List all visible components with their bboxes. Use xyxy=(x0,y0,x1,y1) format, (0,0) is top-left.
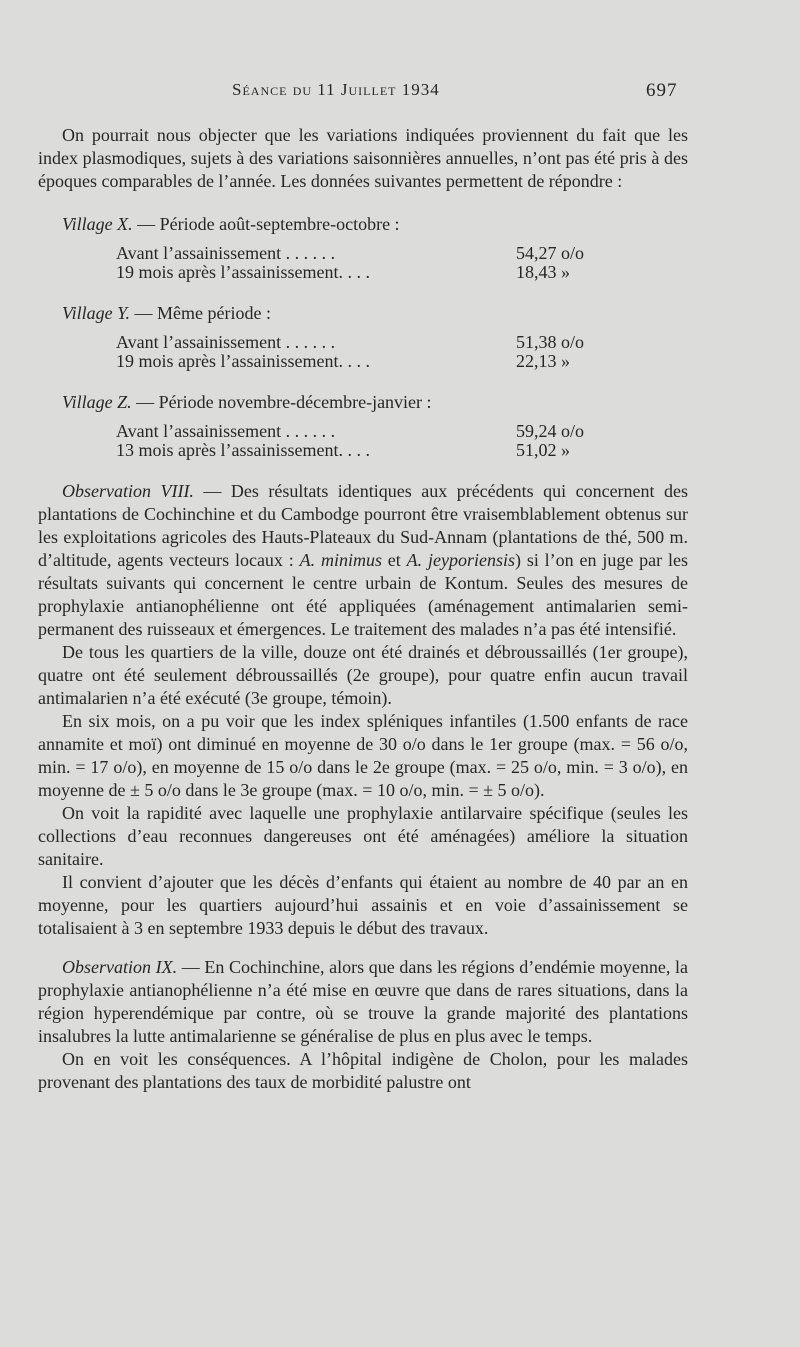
observation-viii xyxy=(38,480,688,940)
row-label: Avant l’assainissement . . . . . . xyxy=(116,421,336,441)
row-value: 51,38 o/o xyxy=(516,332,585,352)
table-row xyxy=(116,422,626,441)
header-title: Séance du 11 Juillet 1934 xyxy=(232,80,440,99)
row-label: 19 mois après l’assainissement. . . . xyxy=(116,262,370,282)
row-value: 51,02 » xyxy=(516,440,570,460)
obs9-paragraph-1 xyxy=(38,956,688,1048)
running-header xyxy=(0,80,800,110)
obs8-text-a: — Des résultats identiques aux précédents qui concernent des plantations de Cochinchine et du Cambodge pourront être vraisemblablement obtenus sur les exploitations agricoles des Hauts-Plateaux du Sud-Annam (plantations de thé, 500 m. d’altitude, agents vecteurs locaux : xyxy=(38,481,689,570)
table-row xyxy=(116,244,626,263)
table-row xyxy=(116,352,626,371)
table-row xyxy=(116,441,626,460)
obs9-paragraph-2: On en voit les conséquences. A l’hôpital indigène de Cholon, pour les malades provenant des plantations des taux de morbidité palustre ont xyxy=(38,1049,688,1092)
village-x-table xyxy=(116,244,626,282)
obs9-title: Observation IX. xyxy=(62,957,178,977)
obs8-title: Observation VIII. xyxy=(62,481,194,501)
village-x-heading xyxy=(38,213,688,236)
table-row xyxy=(116,263,626,282)
village-x-name: Village X. xyxy=(62,214,133,234)
obs8-paragraph-3: En six mois, on a pu voir que les index spléniques infantiles (1.500 enfants de race annamite et moï) ont diminué en moyenne de 30 o/o dans le 1er groupe (max. = 56 o/o, min. = 17 o/o), en moyenne de 15 o/o dans le 2e groupe (max. = 25 o/o, min. = 3 o/o), en moyenne de ± 5 o/o dans le 3e groupe (max. = 10 o/o, min. = ± 5 o/o). xyxy=(38,711,688,800)
obs8-paragraph-4: On voit la rapidité avec laquelle une prophylaxie antilarvaire spécifique (seules les collections d’eau reconnues dangereuses ont été aménagées) améliore la situation sanitaire. xyxy=(38,803,688,869)
intro-paragraph: On pourrait nous objecter que les variations indiquées proviennent du fait que les index plasmodiques, sujets à des variations saisonnières annuelles, n’ont pas été pris à des époques comparables de l’année. Les données suivantes permettent de répondre : xyxy=(38,125,688,191)
row-label: 13 mois après l’assainissement. . . . xyxy=(116,440,370,460)
village-y-block xyxy=(38,302,688,371)
village-z-table xyxy=(116,422,626,460)
village-z-period: — Période novembre-décembre-janvier : xyxy=(131,392,432,412)
row-label: Avant l’assainissement . . . . . . xyxy=(116,243,336,263)
species-minimus: A. minimus xyxy=(299,550,382,570)
obs9-text: — En Cochinchine, alors que dans les régions d’endémie moyenne, la prophylaxie antianophélienne n’a été mise en œuvre que dans de rares situations, dans la région hyperendémique par contre, où se trouve la grande majorité des plantations insalubres la lutte antimalarienne se généralise de plus en plus avec le temps. xyxy=(38,957,688,1046)
village-x-period: — Période août-septembre-octobre : xyxy=(132,214,400,234)
village-y-table xyxy=(116,333,626,371)
page-number: 697 xyxy=(646,80,678,101)
obs8-text-c: ) si l’on en juge par les résultats suivants qui concernent le centre urbain de Kontum. Seules des mesures de prophylaxie antianophélienne ont été appliquées (aménagement antimalarien semi-permanent des ruisseaux et émergences. Le traitement des malades n’a pas été intensifié. xyxy=(38,550,688,639)
row-label: 19 mois après l’assainissement. . . . xyxy=(116,351,370,371)
row-value: 22,13 » xyxy=(516,351,570,371)
village-x-block xyxy=(38,213,688,282)
row-value: 59,24 o/o xyxy=(516,421,585,441)
species-jeyporiensis: A. jeyporiensis xyxy=(406,550,515,570)
village-y-heading xyxy=(38,302,688,325)
row-value: 54,27 o/o xyxy=(516,243,585,263)
village-y-period: — Même période : xyxy=(130,303,271,323)
village-z-block xyxy=(38,391,688,460)
obs8-text-b: et xyxy=(381,550,407,570)
obs8-paragraph-2: De tous les quartiers de la ville, douze ont été drainés et débroussaillés (1er groupe), quatre ont été seulement débroussaillés (2e groupe), pour quatre enfin aucun travail antimalarien n’a été exécuté (3e groupe, témoin). xyxy=(38,642,688,708)
table-row xyxy=(116,333,626,352)
row-label: Avant l’assainissement . . . . . . xyxy=(116,332,336,352)
village-z-name: Village Z. xyxy=(62,392,132,412)
observation-ix xyxy=(38,956,688,1094)
page-body xyxy=(38,124,688,1094)
village-z-heading xyxy=(38,391,688,414)
obs8-paragraph-1 xyxy=(38,480,688,641)
obs8-paragraph-5: Il convient d’ajouter que les décès d’enfants qui étaient au nombre de 40 par an en moyenne, pour les quartiers aujourd’hui assainis et en voie d’assainissement se totalisaient à 3 en septembre 1933 depuis le début des travaux. xyxy=(38,872,688,938)
row-value: 18,43 » xyxy=(516,262,570,282)
village-y-name: Village Y. xyxy=(62,303,131,323)
